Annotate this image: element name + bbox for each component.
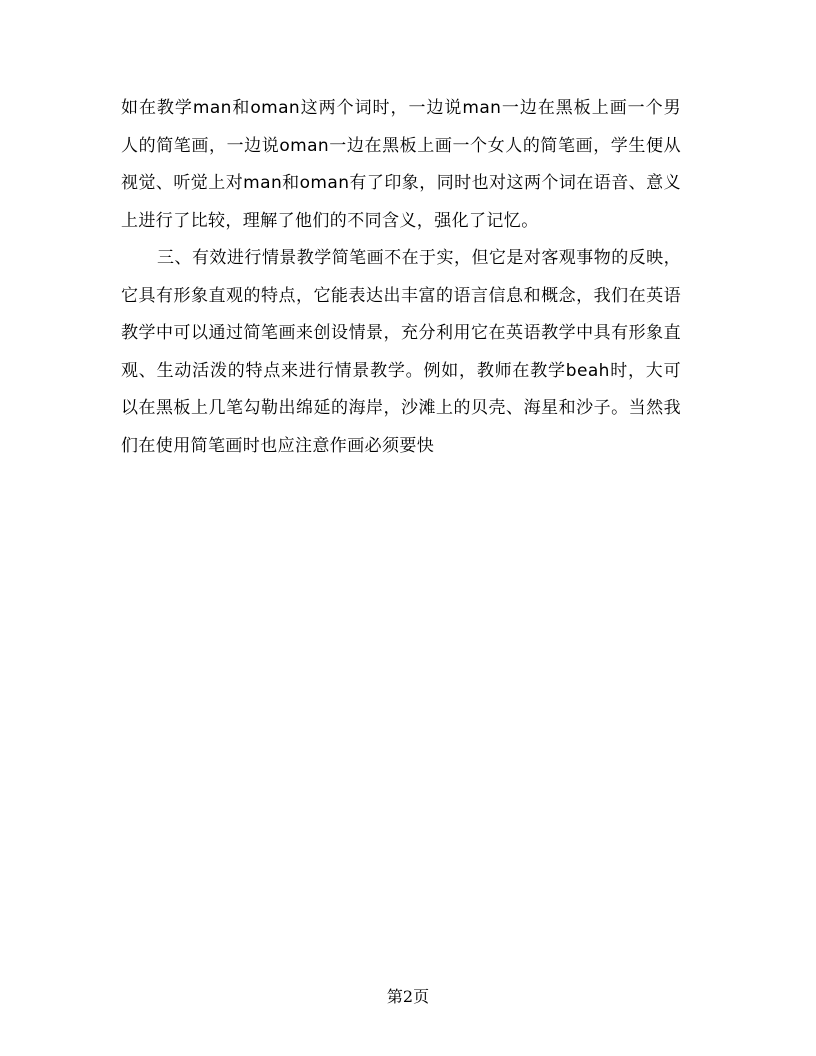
document-body	[121, 90, 681, 465]
paragraph-2: 三、有效进行情景教学简笔画不在于实，但它是对客观事物的反映，它具有形象直观的特点，它能表达出丰富的语言信息和概念，我们在英语教学中可以通过简笔画来创设情景，充分利用它在英语教学中具有形象直观、生动活泼的特点来进行情景教学。例如，教师在教学beah时，大可以在黑板上几笔勾勒出绵延的海岸，沙滩上的贝壳、海星和沙子。当然我们在使用简笔画时也应注意作画必须要快	[121, 248, 681, 456]
page-number: 第2页	[386, 987, 430, 1006]
paragraph-1: 如在教学man和oman这两个词时，一边说man一边在黑板上画一个男人的简笔画，一边说oman一边在黑板上画一个女人的简笔画，学生便从视觉、听觉上对man和oman有了印象，同时也对这两个词在语音、意义上进行了比较，理解了他们的不同含义，强化了记忆。	[121, 98, 681, 231]
